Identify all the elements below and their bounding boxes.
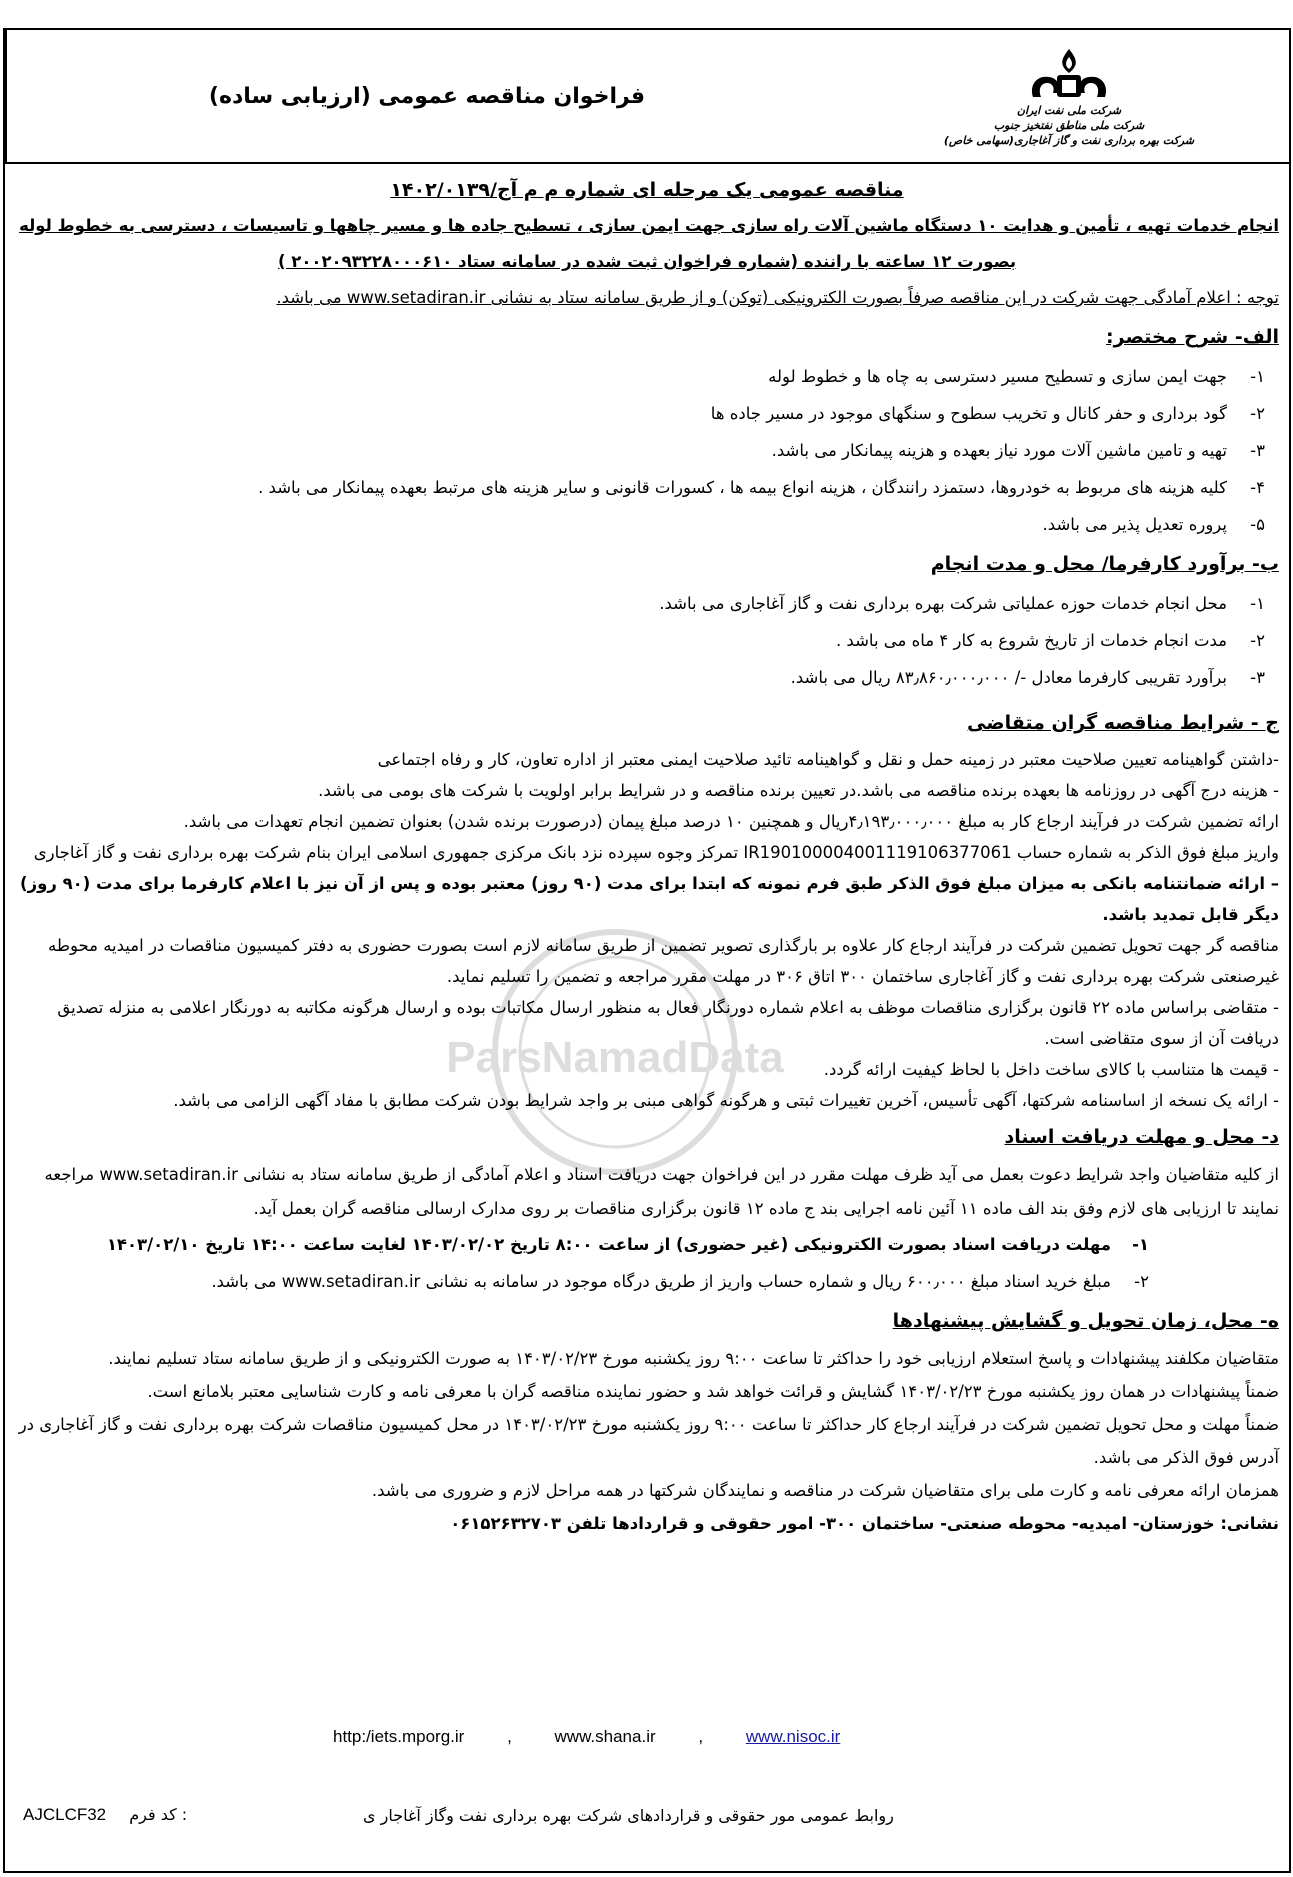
condition-line: واریز مبلغ فوق الذکر به شماره حساب IR190100004001119106377061 تمرکز وجوه سپرده نزد بانک مرکزی جمهوری اسلامی ایران بنام شرکت بهره برداری نفت و گاز آغاجاری — [33, 843, 1279, 862]
link-separator: , — [698, 1727, 704, 1746]
section-a-item: ۵-پروره تعدیل پذیر می باشد. — [1042, 515, 1265, 534]
section-d-item: ۲-مبلغ خرید اسناد مبلغ ۶۰۰٫۰۰۰ ریال و شماره حساب واریز از طریق درگاه موجود در سامانه به نشانی www.setadiran.ir می باشد. — [211, 1272, 1149, 1291]
condition-line: ارائه تضمین شرکت در فرآیند ارجاع کار به مبلغ ۴٫۱۹۳٫۰۰۰٫۰۰۰ریال و همچنین ۱۰ درصد مبلغ پیمان (درصورت برنده شدن) بعنوان تضمین انجام تعهدات می باشد. — [183, 812, 1279, 831]
link-iets[interactable]: http:/iets.mporg.ir — [333, 1727, 465, 1746]
notice-content — [15, 172, 1279, 1540]
section-c-heading: ج - شرایط مناقصه گران متقاضی — [967, 712, 1279, 734]
tender-subject-2: بصورت ۱۲ ساعته با راننده (شماره فراخوان ثبت شده در سامانه ستاد ۲۰۰۲۰۹۳۲۲۸۰۰۰۶۱۰ ) — [277, 252, 1017, 271]
tender-subject-1: انجام خدمات تهیه ، تأمین و هدایت ۱۰ دستگاه ماشین آلات راه سازی جهت ایمن سازی ، تسطیح جاده ها و مسیر چاهها و تاسیسات ، دسترسی به خطوط لوله — [19, 216, 1279, 235]
section-b-heading: ب- برآورد کارفرما/ محل و مدت انجام — [930, 553, 1279, 575]
notice-title: فراخوان مناقصه عمومی (ارزیابی ساده) — [208, 83, 646, 109]
section-b-item: ۲-مدت انجام خدمات از تاریخ شروع به کار ۴ ماه می باشد . — [835, 631, 1265, 650]
condition-line: -داشتن گواهینامه تعیین صلاحیت معتبر در زمینه حمل و نقل و گواهینامه تائید صلاحیت ایمنی معتبر از اداره تعاون، کار و رفاه اجتماعی — [377, 750, 1279, 769]
electronic-note: توجه : اعلام آمادگی جهت شرکت در این مناقصه صرفاً بصورت الکترونیکی (توکن) و از طریق سامانه ستاد به نشانی www.setadiran.ir می باشد. — [276, 288, 1279, 307]
submission-line: ضمناً مهلت و محل تحویل تضمین شرکت در فرآیند ارجاع کار حداکثر تا ساعت ۹:۰۰ روز یکشنبه مورخ ۱۴۰۳/۰۲/۲۳ در محل کمیسیون مناقصات شرکت بهره برداری نفت و گاز آغاجاری در آدرس فوق الذکر می باشد. — [18, 1415, 1279, 1467]
svg-text:ParsNamadData: ParsNamadData — [446, 1033, 784, 1082]
form-code-label: کد فرم : — [129, 1805, 188, 1824]
address-line: نشانی: خوزستان- امیدیه- محوطه صنعتی- ساختمان ۳۰۰- امور حقوقی و قراردادها تلفن ۰۶۱۵۲۶۳۲۷۰۳ — [450, 1514, 1279, 1533]
logo-cell — [849, 30, 1289, 162]
condition-line: - ارائه یک نسخه از اساسنامه شرکتها، آگهی تأسیس، آخرین تغییرات ثبتی و هرگونه گواهی مبنی بر واجد شرایط بودن شرکت مطابق با مفاد آگهی الزامی می باشد. — [173, 1091, 1279, 1110]
form-code — [23, 1805, 187, 1825]
section-b-item: ۳-برآورد تقریبی کارفرما معادل -/ ۸۳٫۸۶۰٫۰۰۰٫۰۰۰ ریال می باشد. — [790, 668, 1265, 687]
header — [3, 28, 1291, 164]
nioc-logo-icon — [1023, 45, 1115, 103]
section-e-heading: ه- محل، زمان تحویل و گشایش پیشنهادها — [892, 1310, 1279, 1332]
link-separator: , — [507, 1727, 512, 1746]
logo-line-1: شرکت ملی نفت ایران — [1016, 103, 1122, 117]
header-title-cell — [5, 30, 847, 162]
section-a-heading: الف- شرح مختصر: — [1106, 326, 1279, 348]
section-b-item: ۱-محل انجام خدمات حوزه عملیاتی شرکت بهره برداری نفت و گاز آغاجاری می باشد. — [659, 594, 1265, 613]
logo-line-3: شرکت بهره برداری نفت و گاز آغاجاری(سهامی خاص) — [943, 133, 1195, 147]
section-a-item: ۴-کلیه هزینه های مربوط به خودروها، دستمزد رانندگان ، هزینه انواع بیمه ها ، کسورات قانونی و سایر هزینه های مرتبط بعهده پیمانکار می باشد . — [258, 478, 1265, 497]
condition-line: - متقاضی براساس ماده ۲۲ قانون برگزاری مناقصات موظف به اعلام شماره دورنگار فعال به منظور ارسال مکاتبات بوده و ارسال هرگونه مکاتبه به دورنگار اعلامی به منزله تصدیق دریافت آن از سوی متقاضی است. — [57, 998, 1279, 1048]
section-a-item: ۲-گود برداری و حفر کانال و تخریب سطوح و سنگهای موجود در مسیر جاده ها — [710, 404, 1265, 423]
notice-body — [3, 162, 1291, 1873]
submission-line: متقاضیان مکلفند پیشنهادات و پاسخ استعلام ارزیابی خود را حداکثر تا ساعت ۹:۰۰ روز یکشنبه مورخ ۱۴۰۳/۰۲/۲۳ به صورت الکترونیکی و از طریق سامانه ستاد تسلیم نمایند. — [108, 1349, 1279, 1368]
link-shana[interactable]: www.shana.ir — [554, 1727, 656, 1746]
section-a-item: ۳-تهیه و تامین ماشین آلات مورد نیاز بعهده و هزینه پیمانکار می باشد. — [771, 441, 1265, 460]
form-code-value: AJCLCF32 — [23, 1805, 107, 1824]
footer-links — [333, 1727, 878, 1747]
logo-line-2: شرکت ملی مناطق نفتخیز جنوب — [993, 118, 1145, 132]
section-d-heading: د- محل و مهلت دریافت اسناد — [1004, 1126, 1279, 1148]
section-a-item: ۱-جهت ایمن سازی و تسطیح مسیر دسترسی به چاه ها و خطوط لوله — [768, 367, 1265, 386]
condition-line: - هزینه درج آگهی در روزنامه ها بعهده برنده مناقصه می باشد.در تعیین برنده مناقصه و در شرایط برابر اولویت با شرکت های بومی می باشد. — [318, 781, 1279, 800]
condition-line: - قیمت ها متناسب با کالای ساخت داخل با لحاظ کیفیت ارائه گردد. — [823, 1060, 1279, 1079]
link-nisoc[interactable]: www.nisoc.ir — [745, 1727, 841, 1746]
documents-paragraph: از کلیه متقاضیان واجد شرایط دعوت بعمل می آید ظرف مهلت مقرر در این فراخوان جهت دریافت اسناد و اعلام آمادگی از طریق سامانه ستاد به نشانی www.setadiran.ir مراجعه نمایند تا ارزیابی های لازم وفق بند الف ماده ۱۱ آئین نامه اجرایی بند ج ماده ۱۲ قانون برگزاری مناقصات بر روی مدارک ارسالی مناقصه گران بعمل آید. — [44, 1165, 1279, 1218]
condition-line: مناقصه گر جهت تحویل تضمین شرکت در فرآیند ارجاع کار علاوه بر بارگذاری تصویر تضمین از طریق سامانه لازم است بصورت حضوری به دفتر کمیسیون مناقصات در امیدیه محوطه غیرصنعتی شرکت بهره برداری نفت و گاز آغاجاری ساختمان ۳۰۰ اتاق ۳۰۶ در مهلت مقرر مراجعه و تضمین را تسلیم نماید. — [47, 936, 1279, 986]
tender-notice-page — [3, 28, 1289, 1871]
condition-line: – ارائه ضمانتنامه بانکی به میزان مبلغ فوق الذکر طبق فرم نمونه که ابتدا برای مدت (۹۰ روز) معتبر بوده و پس از آن نیز با اعلام کارفرما برای مدت (۹۰ روز) دیگر قابل تمدید باشد. — [20, 874, 1279, 924]
public-relations-signature: روابط عمومی مور حقوقی و قراردادهای شرکت بهره برداری نفت وگاز آغاجار ی — [363, 1806, 894, 1825]
submission-line: ضمناً پیشنهادات در همان روز یکشنبه مورخ ۱۴۰۳/۰۲/۲۳ گشایش و قرائت خواهد شد و حضور نماینده مناقصه گران با معرفی نامه و کارت شناسایی معتبر بلامانع است. — [147, 1382, 1279, 1401]
tender-number: مناقصه عمومی یک مرحله ای شماره م م آج/۱۴۰۲/۰۱۳۹ — [390, 179, 904, 201]
section-d-item: ۱-مهلت دریافت اسناد بصورت الکترونیکی (غیر حضوری) از ساعت ۸:۰۰ تاریخ ۱۴۰۳/۰۲/۰۲ لغایت ساعت ۱۴:۰۰ تاریخ ۱۴۰۳/۰۲/۱۰ — [106, 1235, 1149, 1254]
submission-line: همزمان ارائه معرفی نامه و کارت ملی برای متقاضیان شرکت در مناقصه و نمایندگان شرکتها در همه مراحل لازم و ضروری می باشد. — [371, 1481, 1279, 1500]
